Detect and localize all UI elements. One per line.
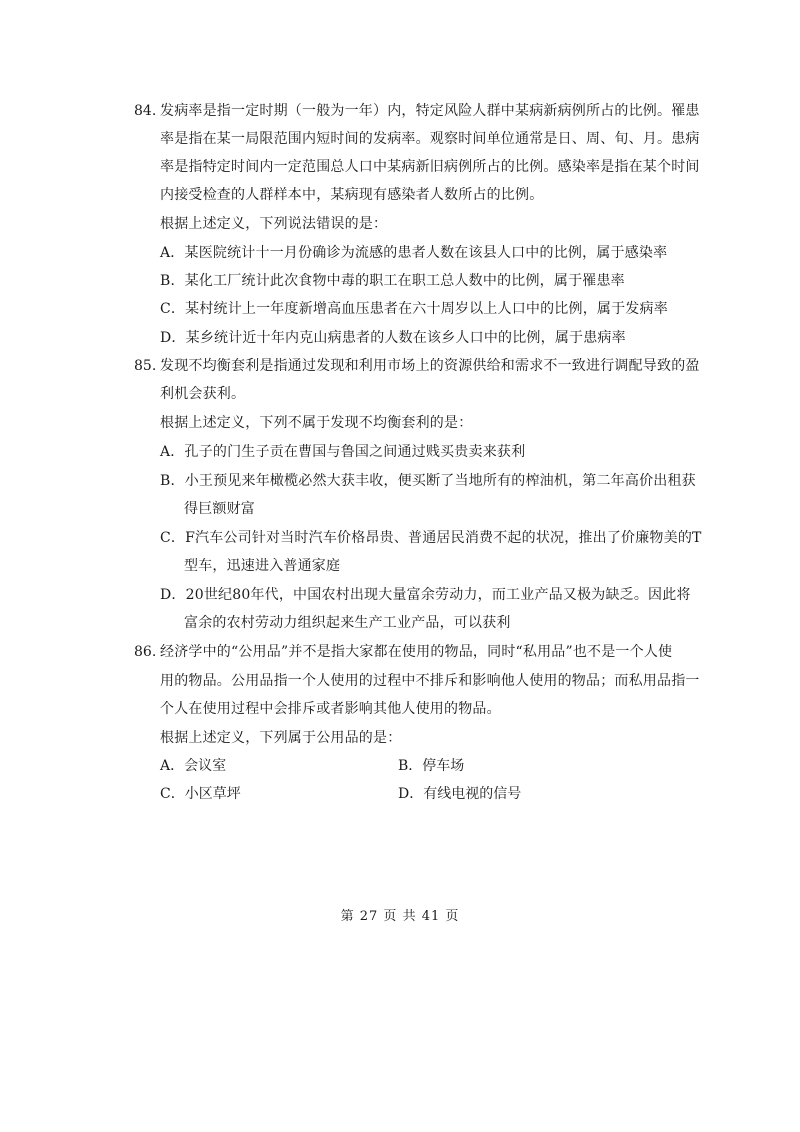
option-b-continuation: 得巨额财富: [184, 501, 255, 517]
option-a: A．孔子的门生子贡在曹国与鲁国之间通过贱买贵卖来获利: [160, 444, 526, 460]
option-c: C．某村统计上一年度新增高血压患者在六十周岁以上人口中的比例，属于发病率: [160, 301, 668, 317]
option-c-continuation: 型车，迅速进入普通家庭: [184, 558, 341, 574]
question-text-line: 用的物品。公用品指一个人使用的过程中不排斥和影响他人使用的物品；而私用品指一: [160, 673, 700, 689]
option-c: C．小区草坪: [160, 786, 241, 802]
question-prompt: 根据上述定义，下列说法错误的是：: [160, 216, 388, 232]
question-text-line: 率是指在某一局限范围内短时间的发病率。观察时间单位通常是日、周、旬、月。患病: [160, 131, 700, 147]
question-text-line: 个人在使用过程中会排斥或者影响其他人使用的物品。: [160, 701, 501, 717]
option-b: B．小王预见来年橄榄必然大获丰收，便买断了当地所有的榨油机，第二年高价出租获: [160, 473, 696, 489]
option-a: A．某医院统计十一月份确诊为流感的患者人数在该县人口中的比例，属于感染率: [160, 245, 668, 261]
option-c: C．F汽车公司针对当时汽车价格昂贵、普通居民消费不起的状况，推出了价廉物美的T: [160, 530, 702, 546]
page-footer: 第 27 页 共 41 页: [340, 909, 460, 924]
question-text-line: 率是指特定时间内一定范围总人口中某病新旧病例所占的比例。感染率是指在某个时间: [160, 159, 700, 175]
question-text-line: 利机会获利。: [160, 386, 246, 402]
option-a: A．会议室: [160, 758, 227, 774]
option-d: D．20世纪80年代，中国农村出现大量富余劳动力，而工业产品又极为缺乏。因此将: [160, 587, 691, 603]
question-text-line: 发病率是指一定时期（一般为一年）内，特定风险人群中某病新病例所占的比例。罹患: [160, 103, 700, 119]
question-prompt: 根据上述定义，下列属于公用品的是：: [160, 730, 402, 746]
option-b: B．某化工厂统计此次食物中毒的职工在职工总人数中的比例，属于罹患率: [160, 273, 625, 289]
question-text-line: 经济学中的“公用品”并不是指大家都在使用的物品，同时“私用品”也不是一个人使: [160, 644, 673, 660]
option-d: D．某乡统计近十年内克山病患者的人数在该乡人口中的比例，属于患病率: [160, 330, 626, 346]
question-number: 85.: [134, 358, 157, 374]
question-number: 86.: [134, 644, 157, 660]
option-d-continuation: 富余的农村劳动力组织起来生产工业产品，可以获利: [184, 615, 511, 631]
option-d: D．有线电视的信号: [398, 786, 522, 802]
question-text-line: 内接受检查的人群样本中，某病现有感染者人数所占的比例。: [160, 187, 544, 203]
option-b: B．停车场: [398, 758, 465, 774]
question-number: 84.: [134, 103, 157, 119]
question-prompt: 根据上述定义，下列不属于发现不均衡套利的是：: [160, 415, 473, 431]
question-text-line: 发现不均衡套利是指通过发现和利用市场上的资源供给和需求不一致进行调配导致的盈: [160, 358, 700, 374]
